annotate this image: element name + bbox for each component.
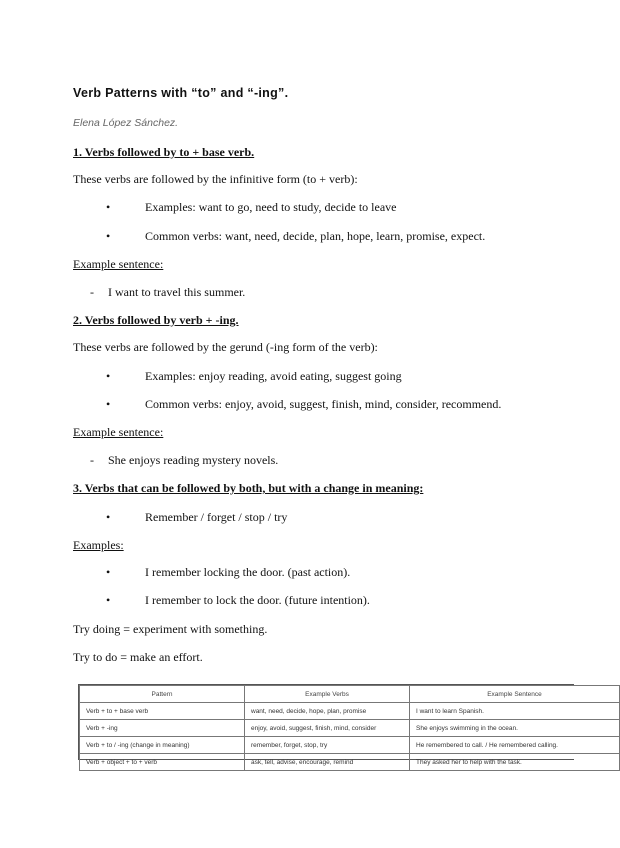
section1-heading: 1. Verbs followed by to + base verb. — [73, 145, 255, 159]
table-cell: She enjoys swimming in the ocean. — [410, 720, 620, 737]
table-cell: He remembered to call. / He remembered calling. — [410, 737, 620, 754]
bullet-icon: • — [106, 565, 111, 579]
dash-icon: - — [90, 285, 94, 299]
summary-table — [78, 684, 574, 766]
section3-note: Try to do = make an effort. — [73, 650, 203, 664]
bullet-icon: • — [106, 200, 111, 214]
section1-bullet: Common verbs: want, need, decide, plan, hope, learn, promise, expect. — [145, 229, 486, 243]
section2-example: She enjoys reading mystery novels. — [108, 453, 279, 467]
bullet-icon: • — [106, 593, 111, 607]
table-cell: want, need, decide, hope, plan, promise — [245, 703, 410, 720]
section2-heading: 2. Verbs followed by verb + -ing. — [73, 313, 239, 327]
section1-bullet: Examples: want to go, need to study, decide to leave — [145, 200, 397, 214]
document-title: Verb Patterns with “to” and “-ing”. — [73, 86, 289, 100]
author-name: Elena López Sánchez. — [73, 117, 179, 129]
table-header: Pattern — [80, 686, 245, 703]
table-cell: enjoy, avoid, suggest, finish, mind, consider — [245, 720, 410, 737]
section3-example: I remember to lock the door. (future intention). — [145, 593, 370, 607]
table-header: Example Verbs — [245, 686, 410, 703]
table-row — [80, 754, 620, 771]
section3-bullet: Remember / forget / stop / try — [145, 510, 288, 524]
table-cell: Verb + object + to + verb — [80, 754, 245, 771]
table-cell: I want to learn Spanish. — [410, 703, 620, 720]
table-cell: ask, tell, advise, encourage, remind — [245, 754, 410, 771]
section3-example: I remember locking the door. (past action). — [145, 565, 351, 579]
section2-example-label: Example sentence: — [73, 425, 164, 439]
section3-examples-label: Examples: — [73, 538, 124, 552]
table-cell: Verb + -ing — [80, 720, 245, 737]
table-row — [80, 737, 620, 754]
table-header: Example Sentence — [410, 686, 620, 703]
table-header-row — [80, 686, 620, 703]
section2-intro: These verbs are followed by the gerund (-ing form of the verb): — [73, 340, 378, 354]
section3-heading: 3. Verbs that can be followed by both, but with a change in meaning: — [73, 481, 424, 495]
section1-intro: These verbs are followed by the infinitive form (to + verb): — [73, 172, 358, 186]
table-row — [80, 703, 620, 720]
table-cell: They asked her to help with the task. — [410, 754, 620, 771]
bullet-icon: • — [106, 229, 111, 243]
section1-example: I want to travel this summer. — [108, 285, 246, 299]
bullet-icon: • — [106, 397, 111, 411]
bullet-icon: • — [106, 510, 111, 524]
bullet-icon: • — [106, 369, 111, 383]
section1-example-label: Example sentence: — [73, 257, 164, 271]
section2-bullet: Common verbs: enjoy, avoid, suggest, finish, mind, consider, recommend. — [145, 397, 502, 411]
dash-icon: - — [90, 453, 94, 467]
table-cell: Verb + to / -ing (change in meaning) — [80, 737, 245, 754]
section2-bullet: Examples: enjoy reading, avoid eating, suggest going — [145, 369, 402, 383]
section3-note: Try doing = experiment with something. — [73, 622, 268, 636]
table-cell: Verb + to + base verb — [80, 703, 245, 720]
table-cell: remember, forget, stop, try — [245, 737, 410, 754]
table-row — [80, 720, 620, 737]
